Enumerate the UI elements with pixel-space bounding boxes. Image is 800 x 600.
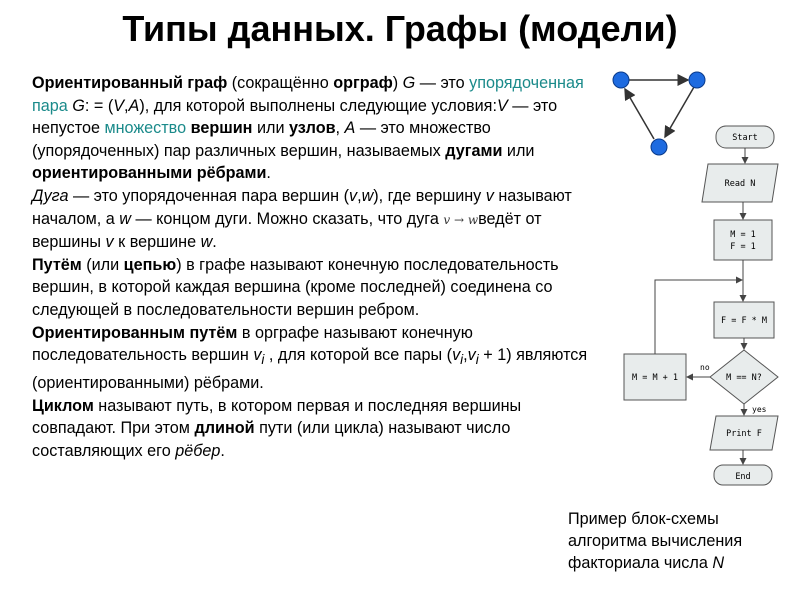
math-arc-formula: v → w [443,212,479,227]
flow-init2-label: F = 1 [730,242,756,252]
definitions-text [32,72,592,462]
term-oriented-edges: ориентированными рёбрами [32,164,267,183]
term-length: длиной [194,419,255,438]
term-orgraph: орграф [333,74,393,92]
factorial-flowchart [618,120,788,500]
flow-print-label: Print F [726,429,762,439]
term-arcs: дугами [445,141,503,160]
flow-mult-label: F = F * M [720,316,768,326]
term-vertices: вершин [190,119,253,138]
term-oriented-path: Ориентированным путём [32,323,238,342]
definition-cycle: Циклом называют путь, в котором первая и последняя вершины совпадают. При этом длиной пути (или цикла) называют число составляющих его рёбер. [32,396,522,460]
flow-init-box [714,220,772,260]
flow-incr-label: M = M + 1 [631,373,679,383]
flowchart-caption: Пример блок-схемы алгоритма вычисления факториала числа N [568,510,743,572]
flow-read-label: Read N [724,179,756,189]
flow-cond-label: M == N? [726,373,762,383]
definition-oriented-graph: Ориентированный граф (сокращённо орграф) G — это упорядоченная пара G: = (V,A), для которой выполнены следующие условия:V — это непустое множество вершин или узлов, A — это множество (упорядоченных) пар различных вершин, называемых дугами или ориентированными рёбрами. [32,74,584,183]
term-oriented-graph: Ориентированный граф [32,74,228,92]
term-chain: цепью [123,255,177,274]
definition-path: Путём (или цепью) в графе называют конечную последовательность вершин, в которой каждая вершина (кроме последней) соединена со следующей в последовательности вершин ребром. [32,255,559,319]
flow-no-label: no [700,363,710,372]
definition-arc: Дуга — это упорядоченная пара вершин (v,w), где вершину v называют началом, а w — концом дуги. Можно сказать, что дуга v → wведёт от вершины v к вершине w. [32,186,572,252]
flow-init1-label: M = 1 [730,230,756,240]
term-nodes: узлов [289,119,336,138]
flow-end-label: End [735,472,751,482]
graph-node-top-left [613,72,629,88]
graph-node-top-right [689,72,705,88]
definition-oriented-path: Ориентированным путём в орграфе называют конечную последовательность вершин $v_i$ , для которой все пары $(v_i,v_i + 1)$ являются (ориентированными) рёбрами. [32,323,588,392]
term-path: Путём [32,255,82,274]
flow-start-label: Start [732,133,758,143]
flow-yes-label: yes [752,405,767,414]
link-ordered-pair[interactable]: упорядоченная пара [32,74,584,115]
link-set[interactable]: множество [104,119,187,138]
slide-title: Типы данных. Графы (модели) [122,8,678,49]
term-cycle: Циклом [32,396,94,415]
term-arc: Дуга [32,186,69,205]
